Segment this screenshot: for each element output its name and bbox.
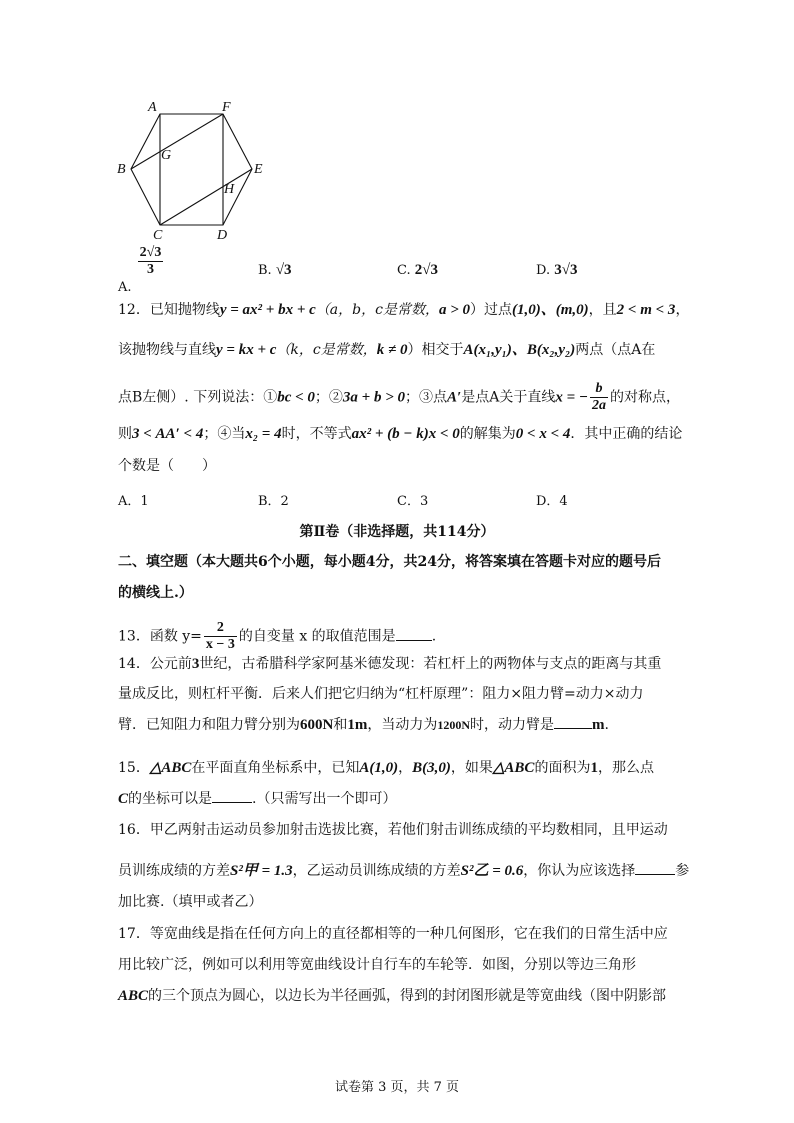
label-F: F (222, 100, 231, 115)
text: 员训练成绩的方差 (118, 863, 230, 879)
text: 的自变量 x 的取值范围是 (238, 628, 396, 645)
answer-blank[interactable] (396, 626, 432, 641)
q12-option-b: B．2 (258, 494, 289, 509)
math: bc < 0 (277, 389, 315, 406)
text: 是点A关于直线 (461, 389, 556, 406)
fraction (204, 620, 237, 653)
option-value: √3 (275, 262, 292, 278)
text: ；④当 (203, 426, 246, 442)
text: . (604, 717, 609, 733)
page-footer: 试卷第 3 页，共 7 页 (334, 1080, 460, 1095)
option-letter: A. (118, 280, 132, 295)
text: ，那么点 (597, 760, 654, 776)
math: S²甲 = 1.3 (230, 863, 293, 879)
text: 点B左侧）. 下列说法：① (118, 389, 278, 406)
math: 1m (347, 717, 368, 733)
q12-option-d: D．4 (536, 494, 568, 509)
math: k ≠ 0 (376, 342, 408, 358)
fraction-denominator: 2a (592, 398, 607, 413)
option-letter: B. (258, 263, 272, 278)
q12-line-2 (118, 340, 655, 360)
label-D: D (217, 228, 228, 240)
math: A(1,0) (359, 760, 399, 776)
q11-option-c (397, 262, 438, 279)
text: 15． (118, 760, 150, 776)
text: （k，c是常数， (276, 342, 377, 358)
text: 的坐标可以是 (128, 791, 213, 807)
math: 1200N (437, 718, 471, 732)
text: ，你认为应该选择 (523, 863, 636, 879)
math: C (118, 791, 129, 807)
math: B(3,0) (412, 760, 451, 776)
math: △ABC (492, 760, 535, 776)
math: 2 < m < 3 (616, 302, 676, 318)
fraction (590, 381, 608, 414)
label-G: G (161, 148, 172, 163)
fraction-denominator: x − 3 (205, 637, 235, 652)
text: 在平面直角坐标系中，已知 (191, 760, 360, 776)
label-B: B (117, 162, 126, 177)
q12-line-4 (118, 424, 682, 444)
segment-BF (131, 114, 223, 169)
option-value: 2√3 (414, 262, 438, 278)
text: 两点（点A在 (575, 342, 656, 358)
section2-heading-line2: 的横线上.） (118, 585, 193, 601)
option-letter: C. (397, 263, 411, 278)
text: 时，不等式 (281, 426, 352, 442)
hexagon-outline (131, 114, 252, 225)
hexagon-figure (115, 95, 275, 240)
q16-line-1 (118, 820, 668, 840)
fraction-numerator: 2√3 (139, 245, 162, 260)
text: 的对称点， (610, 389, 681, 406)
option-value: 3√3 (554, 262, 578, 278)
q14-line-1 (118, 654, 661, 674)
math: ax² + (b − k)x < 0 (351, 426, 460, 442)
answer-blank[interactable] (554, 714, 592, 729)
text: 臂．已知阻力和阻力臂分别为 (118, 717, 300, 733)
q13-line (118, 620, 436, 653)
text: ，乙运动员训练成绩的方差 (292, 863, 461, 879)
text: 量成反比，则杠杆平衡．后来人们把它归纳为“杠杆原理”：阻力×阻力臂=动力×动力 (118, 686, 644, 702)
text: 用比较广泛，例如可以利用等宽曲线设计自行车的车轮等．如图，分别以等边三角形 (118, 957, 636, 973)
text: ，如果 (450, 760, 493, 776)
text: 参 (675, 863, 690, 879)
q11-option-a (118, 245, 165, 295)
math: △ABC (149, 760, 192, 776)
text: ， (398, 760, 413, 776)
fraction-numerator: 2 (204, 620, 237, 637)
math: 0 < x < 4 (515, 426, 571, 442)
text: ，当动力为 (367, 717, 438, 733)
segment-CE (160, 169, 252, 225)
text: 14．公元前 (118, 656, 192, 672)
math: S²乙 = 0.6 (460, 863, 524, 879)
text: 个数是（ ） (118, 458, 216, 474)
q11-option-d (536, 262, 577, 279)
text: 的面积为 (534, 760, 591, 776)
text: . (431, 628, 437, 645)
text: ）相交于 (407, 342, 464, 358)
answer-blank[interactable] (212, 788, 252, 803)
text: ，且 (588, 302, 617, 318)
text: 17．等宽曲线是指在任何方向上的直径都相等的一种几何图形，它在我们的日常生活中应 (118, 926, 668, 942)
label-C: C (153, 228, 163, 240)
answer-blank[interactable] (635, 860, 675, 875)
math: m (592, 717, 605, 733)
part2-title: 第Ⅱ卷（非选择题，共114分） (299, 524, 495, 540)
label-A: A (148, 100, 157, 115)
math: y = kx + c (216, 342, 277, 358)
section2-heading-line1: 二、填空题（本大题共6个小题，每小题4分，共24分，将答案填在答题卡对应的题号后 (118, 554, 661, 570)
text: 13．函数 y= (118, 628, 202, 645)
math: a > 0 (438, 302, 471, 318)
text: ， (675, 302, 690, 318)
q17-line-2 (118, 955, 636, 975)
q15-line-2 (118, 788, 396, 809)
text: 和 (333, 717, 348, 733)
q12-line-5 (118, 456, 216, 476)
math: (1,0)、(m,0) (512, 302, 589, 318)
math: 3 (191, 656, 200, 672)
option-letter: D. (536, 263, 551, 278)
text: 则 (118, 426, 132, 442)
q17-line-1 (118, 924, 668, 944)
label-E: E (254, 162, 263, 177)
q11-option-b (258, 262, 292, 279)
q12-option-a: A．1 (118, 494, 149, 509)
text: 12．已知抛物线 (118, 302, 220, 318)
text: 16．甲乙两射击运动员参加射击选拔比赛，若他们射击训练成绩的平均数相同，且甲运动 (118, 822, 668, 838)
q16-line-2 (118, 860, 689, 881)
text: 该抛物线与直线 (118, 342, 216, 358)
math: y = ax² + bx + c (219, 302, 316, 318)
text: （a，b，c是常数， (315, 302, 439, 318)
text: 的解集为 (459, 426, 516, 442)
text: ．其中正确的结论 (570, 426, 683, 442)
text: ；③点 (405, 389, 448, 406)
q14-line-2 (118, 684, 644, 704)
label-H: H (224, 182, 235, 197)
q16-line-3 (118, 892, 262, 912)
math: A(x₁,y₁)、B(x₂,y₂) (463, 342, 576, 358)
math: 3a + b > 0 (342, 389, 406, 406)
math: A′ (447, 389, 462, 406)
text: .（只需写出一个即可） (252, 791, 397, 807)
math: ABC (118, 988, 149, 1004)
q17-line-3 (118, 986, 666, 1006)
option-fraction (138, 245, 164, 278)
math: x = − (555, 389, 589, 406)
text: 世纪，古希腊科学家阿基米德发现：若杠杆上的两物体与支点的距离与其重 (199, 656, 662, 672)
fraction-denominator: 3 (147, 262, 155, 277)
text: ；② (314, 389, 343, 406)
math: x₂ = 4 (245, 426, 282, 442)
q15-line-1 (118, 758, 654, 778)
text: 的三个顶点为圆心，以边长为半径画弧，得到的封闭图形就是等宽曲线（图中阴影部 (148, 988, 667, 1004)
math: 3 < AA′ < 4 (132, 426, 204, 442)
text: 加比赛.（填甲或者乙） (118, 894, 263, 910)
text: ）过点 (470, 302, 513, 318)
q12-line-1 (118, 300, 689, 320)
q12-option-c: C．3 (397, 494, 429, 509)
fraction-numerator: b (590, 381, 608, 398)
math: 600N (300, 717, 334, 733)
text: 时，动力臂是 (470, 717, 555, 733)
math: 1 (590, 760, 598, 776)
q12-line-3 (118, 381, 680, 414)
q14-line-3 (118, 714, 609, 735)
